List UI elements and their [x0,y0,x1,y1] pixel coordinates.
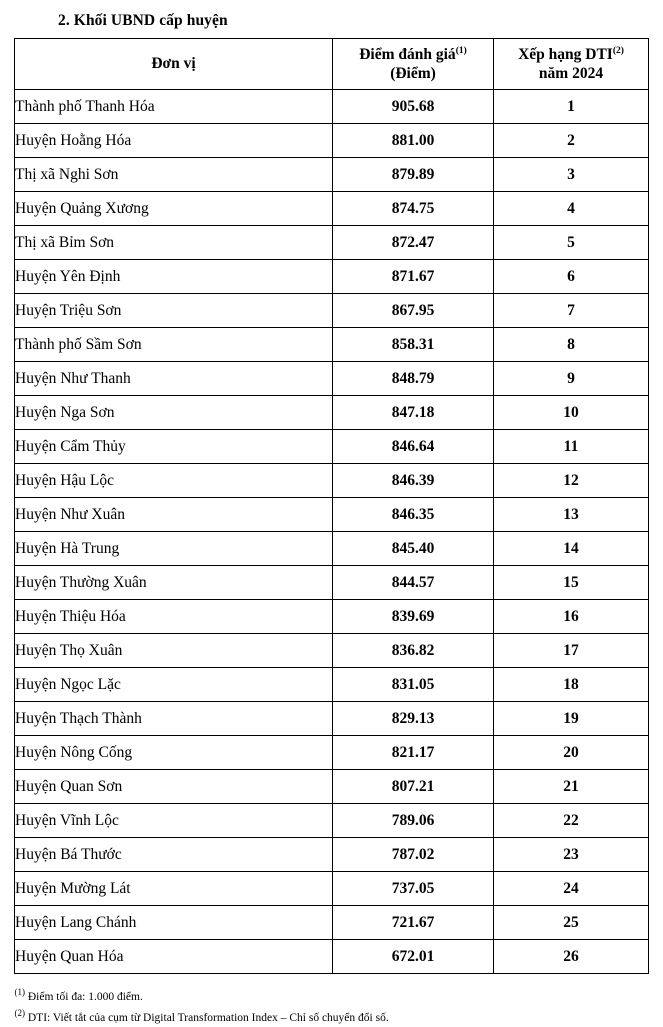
cell-rank: 3 [494,158,649,192]
table-row [15,940,649,974]
cell-score: 871.67 [333,260,494,294]
cell-score: 867.95 [333,294,494,328]
cell-score: 836.82 [333,634,494,668]
cell-rank: 17 [494,634,649,668]
cell-rank: 2 [494,124,649,158]
footnote-1 [15,986,649,1007]
cell-rank: 8 [494,328,649,362]
cell-unit: Huyện Như Xuân [15,498,333,532]
table-row [15,362,649,396]
cell-score: 846.39 [333,464,494,498]
cell-unit: Huyện Hoằng Hóa [15,124,333,158]
cell-unit: Huyện Lang Chánh [15,906,333,940]
cell-unit: Huyện Nông Cống [15,736,333,770]
cell-rank: 21 [494,770,649,804]
table-row [15,600,649,634]
table-row [15,532,649,566]
table-row [15,464,649,498]
cell-score: 789.06 [333,804,494,838]
cell-score: 879.89 [333,158,494,192]
footnote-2-marker: (2) [14,1007,25,1018]
table-row [15,736,649,770]
table-row [15,872,649,906]
table-row [15,192,649,226]
cell-score: 858.31 [333,328,494,362]
table-body [15,90,649,974]
cell-unit: Huyện Quan Sơn [15,770,333,804]
cell-score: 831.05 [333,668,494,702]
dti-ranking-table [14,38,649,974]
cell-score: 872.47 [333,226,494,260]
cell-unit: Huyện Thạch Thành [15,702,333,736]
cell-rank: 13 [494,498,649,532]
table-row [15,226,649,260]
cell-rank: 23 [494,838,649,872]
cell-rank: 18 [494,668,649,702]
cell-unit: Huyện Quảng Xương [15,192,333,226]
table-row [15,498,649,532]
cell-unit: Huyện Hà Trung [15,532,333,566]
cell-unit: Huyện Ngọc Lặc [15,668,333,702]
table-row [15,634,649,668]
table-row [15,838,649,872]
cell-score: 846.64 [333,430,494,464]
cell-rank: 5 [494,226,649,260]
cell-unit: Huyện Bá Thước [15,838,333,872]
cell-unit: Thành phố Sầm Sơn [15,328,333,362]
cell-rank: 7 [494,294,649,328]
cell-unit: Huyện Triệu Sơn [15,294,333,328]
table-header [15,39,649,90]
cell-unit: Huyện Cẩm Thủy [15,430,333,464]
cell-rank: 11 [494,430,649,464]
table-row [15,906,649,940]
cell-score: 846.35 [333,498,494,532]
cell-score: 847.18 [333,396,494,430]
cell-score: 672.01 [333,940,494,974]
cell-score: 821.17 [333,736,494,770]
cell-unit: Huyện Nga Sơn [15,396,333,430]
cell-rank: 20 [494,736,649,770]
column-header-score-footnote-marker: (1) [455,45,467,56]
cell-rank: 14 [494,532,649,566]
column-header-unit [15,39,333,90]
table-row [15,260,649,294]
table-row [15,702,649,736]
cell-rank: 16 [494,600,649,634]
cell-score: 848.79 [333,362,494,396]
footnotes [15,986,649,1027]
cell-score: 874.75 [333,192,494,226]
table-row [15,124,649,158]
table-row [15,804,649,838]
footnote-1-marker: (1) [14,987,25,997]
table-row [15,158,649,192]
cell-score: 905.68 [333,90,494,124]
cell-rank: 22 [494,804,649,838]
cell-unit: Huyện Quan Hóa [15,940,333,974]
column-header-score-line1: Điểm đánh giá [359,45,456,63]
cell-rank: 1 [494,90,649,124]
column-header-score-line2: (Điểm) [390,65,436,82]
table-row [15,90,649,124]
column-header-rank-footnote-marker: (2) [612,45,624,56]
table-row [15,396,649,430]
page-title: 2. Khối UBND cấp huyện [58,12,228,29]
cell-score: 839.69 [333,600,494,634]
cell-score: 787.02 [333,838,494,872]
cell-rank: 25 [494,906,649,940]
footnote-1-text: Điểm tối đa: 1.000 điểm. [27,990,143,1003]
column-header-score [333,39,494,90]
cell-rank: 9 [494,362,649,396]
table-row [15,328,649,362]
cell-rank: 12 [494,464,649,498]
cell-rank: 4 [494,192,649,226]
column-header-rank-line2: năm 2024 [538,65,604,82]
cell-score: 737.05 [333,872,494,906]
cell-rank: 24 [494,872,649,906]
cell-rank: 26 [494,940,649,974]
cell-rank: 6 [494,260,649,294]
cell-unit: Huyện Thường Xuân [15,566,333,600]
cell-unit: Huyện Mường Lát [15,872,333,906]
column-header-unit-label: Đơn vị [151,55,196,73]
cell-score: 845.40 [333,532,494,566]
cell-score: 807.21 [333,770,494,804]
cell-rank: 19 [494,702,649,736]
table-row [15,430,649,464]
cell-score: 844.57 [333,566,494,600]
cell-unit: Thành phố Thanh Hóa [15,90,333,124]
cell-unit: Thị xã Bỉm Sơn [15,226,333,260]
cell-unit: Huyện Thiệu Hóa [15,600,333,634]
column-header-rank-line1: Xếp hạng DTI [518,45,613,63]
footnote-2-text: DTI: Viết tắt của cụm từ Digital Transformation Index – Chỉ số chuyển đổi số. [27,1011,389,1024]
cell-unit: Huyện Thọ Xuân [15,634,333,668]
table-row [15,668,649,702]
table-row [15,566,649,600]
cell-unit: Huyện Yên Định [15,260,333,294]
cell-score: 721.67 [333,906,494,940]
table-row [15,294,649,328]
column-header-rank [494,39,649,90]
table-row [15,770,649,804]
header-row [15,39,649,90]
cell-rank: 15 [494,566,649,600]
cell-unit: Thị xã Nghi Sơn [15,158,333,192]
cell-score: 881.00 [333,124,494,158]
cell-unit: Huyện Hậu Lộc [15,464,333,498]
cell-score: 829.13 [333,702,494,736]
cell-unit: Huyện Như Thanh [15,362,333,396]
cell-rank: 10 [494,396,649,430]
cell-unit: Huyện Vĩnh Lộc [15,804,333,838]
